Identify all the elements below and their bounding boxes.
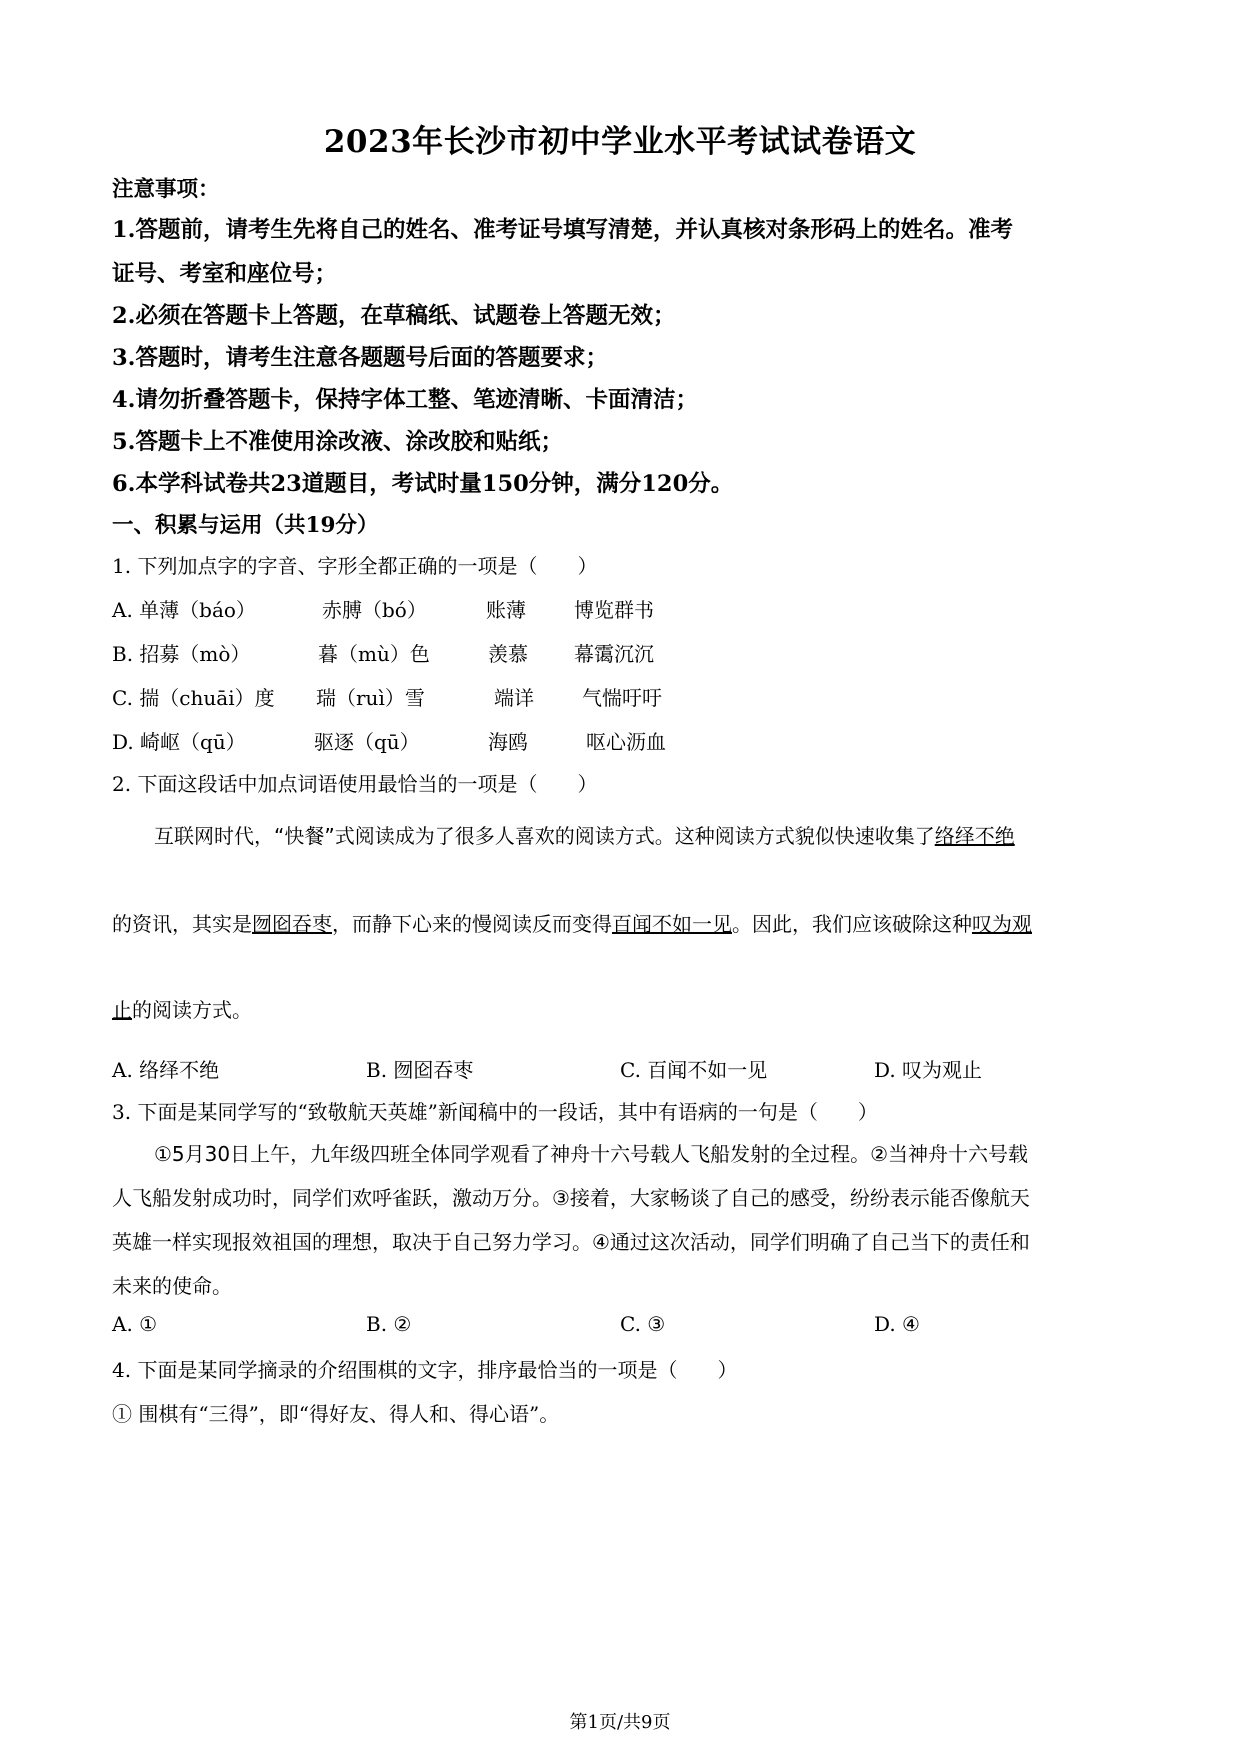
passage-text: ，而静下心来的慢阅读反而变得 <box>332 912 612 936</box>
q1-option-cell: 赤膊（bó） <box>322 598 427 622</box>
highlighted-term: 络绎不绝 <box>934 824 1015 848</box>
passage-text: 的资讯，其实是 <box>112 912 252 936</box>
notice-line: 5.答题卡上不准使用涂改液、涂改胶和贴纸； <box>112 429 563 455</box>
answer-option: B. ② <box>366 1312 412 1336</box>
highlighted-term: 囫囵吞枣 <box>252 912 332 936</box>
answer-option: D. ④ <box>874 1312 920 1336</box>
page-title: 2023年长沙市初中学业水平考试试卷语文 <box>323 124 917 160</box>
notice-line: 6.本学科试卷共23道题目，考试时量150分钟，满分120分。 <box>112 471 734 497</box>
question-stem: 1. 下列加点字的字音、字形全都正确的一项是（ ） <box>112 554 598 578</box>
q1-option-cell: 瑞（ruì）雪 <box>316 686 425 710</box>
q1-option-cell: 驱逐（qū） <box>314 730 420 754</box>
answer-option: C. ③ <box>620 1312 666 1336</box>
answer-option: B. 囫囵吞枣 <box>366 1058 474 1082</box>
notice-line: 3.答题时，请考生注意各题题号后面的答题要求； <box>112 345 608 371</box>
notice-heading: 注意事项： <box>112 177 220 202</box>
q1-option-cell: A. 单薄（báo） <box>112 598 256 622</box>
passage-text: 互联网时代，“快餐”式阅读成为了很多人喜欢的阅读方式。这种阅读方式貌似快速收集了 <box>154 824 935 848</box>
q1-option-cell: 端详 <box>494 686 534 710</box>
highlighted-term: 叹为观 <box>972 912 1032 936</box>
question-stem: 4. 下面是某同学摘录的介绍围棋的文字，排序最恰当的一项是（ ） <box>112 1358 738 1382</box>
answer-option: A. 络绎不绝 <box>112 1058 220 1082</box>
section-heading: 一、积累与运用（共19分） <box>112 513 379 538</box>
answer-option: A. ① <box>112 1312 158 1336</box>
passage-line: ①5月30日上午，九年级四班全体同学观看了神舟十六号载人飞船发射的全过程。②当神舟十六号载 <box>154 1142 1029 1166</box>
passage-line: 人飞船发射成功时，同学们欢呼雀跃，激动万分。③接着，大家畅谈了自己的感受，纷纷表示能否像航天 <box>112 1186 1030 1210</box>
notice-line: 证号、考室和座位号； <box>112 261 338 287</box>
question-stem: 2. 下面这段话中加点词语使用最恰当的一项是（ ） <box>112 772 598 796</box>
passage-line <box>154 820 1015 849</box>
q1-option-cell: C. 揣（chuāi）度 <box>112 686 275 710</box>
q1-option-cell: 博览群书 <box>574 598 654 622</box>
q1-option-cell: 海鸥 <box>488 730 528 754</box>
page-footer: 第1页/共9页 <box>569 1712 671 1733</box>
q1-option-cell: D. 崎岖（qū） <box>112 730 246 754</box>
notice-line: 2.必须在答题卡上答题，在草稿纸、试题卷上答题无效； <box>112 303 676 329</box>
answer-option: C. 百闻不如一见 <box>620 1058 768 1082</box>
notice-line: 4.请勿折叠答题卡，保持字体工整、笔迹清晰、卡面清洁； <box>112 387 698 413</box>
list-item: ① 围棋有“三得”，即“得好友、得人和、得心语”。 <box>112 1402 560 1426</box>
passage-line: 英雄一样实现报效祖国的理想，取决于自己努力学习。④通过这次活动，同学们明确了自己当下的责任和 <box>112 1230 1030 1254</box>
passage-line: 未来的使命。 <box>112 1274 232 1298</box>
notice-line: 1.答题前，请考生先将自己的姓名、准考证号填写清楚，并认真核对条形码上的姓名。准考 <box>112 217 1013 243</box>
q1-option-cell: 羡慕 <box>488 642 528 666</box>
passage-line <box>112 908 1032 937</box>
highlighted-term: 百闻不如一见 <box>612 912 732 936</box>
question-stem: 3. 下面是某同学写的“致敬航天英雄”新闻稿中的一段话，其中有语病的一句是（ ） <box>112 1100 878 1124</box>
passage-text: 。因此，我们应该破除这种 <box>732 912 972 936</box>
answer-option: D. 叹为观止 <box>874 1058 983 1082</box>
highlighted-term: 止 <box>112 998 132 1022</box>
passage-text: 的阅读方式。 <box>132 998 252 1022</box>
q1-option-cell: 幕霭沉沉 <box>574 642 654 666</box>
q1-option-cell: B. 招募（mò） <box>112 642 251 666</box>
q1-option-cell: 账薄 <box>486 598 526 622</box>
q1-option-cell: 呕心沥血 <box>586 730 666 754</box>
q1-option-cell: 气惴吁吁 <box>582 686 662 710</box>
q1-option-cell: 暮（mù）色 <box>318 642 430 666</box>
passage-line <box>112 994 252 1023</box>
